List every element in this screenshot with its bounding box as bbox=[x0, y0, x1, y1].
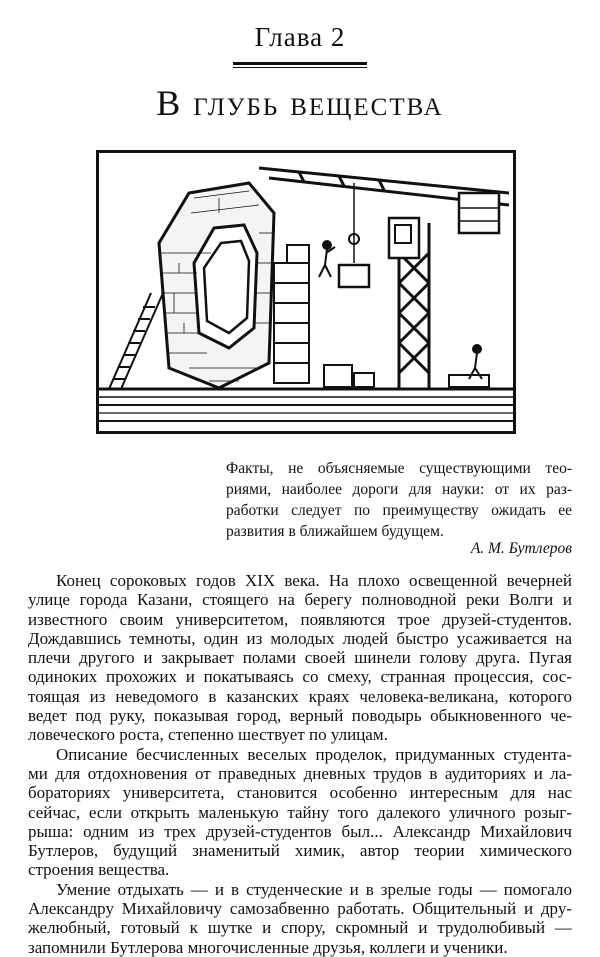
epigraph bbox=[226, 458, 572, 542]
epigraph-line: риями, наиболее дороги для науки: от их раз- bbox=[226, 481, 572, 498]
paragraph bbox=[28, 571, 572, 745]
text-line: бораториях университета, становится особенно интересным для нас bbox=[28, 783, 572, 803]
text-line: строения вещества. bbox=[28, 860, 170, 880]
epigraph-author: А. М. Бутлеров bbox=[470, 540, 572, 557]
text-line: рыша: одним из трех друзей-студентов был... Александр Михайлович bbox=[28, 821, 572, 841]
text-line: сейчас, если открыть маленькую тайну того далекого уличного розыг- bbox=[28, 802, 572, 822]
text-line: желюбный, готовый к шутке и спору, скромный и трудолюбивый — bbox=[28, 918, 572, 938]
text-line: Бутлеров, будущий знаменитый химик, автор теории химического bbox=[28, 841, 572, 861]
molecule-construction-crane-icon bbox=[99, 153, 513, 431]
paragraph bbox=[28, 745, 572, 880]
text-line: Описание бесчисленных веселых проделок, придуманных студента- bbox=[56, 744, 572, 764]
title-rule bbox=[233, 62, 367, 68]
text-line: Умение отдыхать — и в студенческие и в зрелые годы — помогало bbox=[56, 879, 572, 899]
text-line: ми для отдохновения от праведных дневных трудов в аудиториях и ла- bbox=[28, 763, 572, 783]
text-line: улице города Казани, стоящего на берегу полноводной реки Волги и bbox=[28, 590, 572, 610]
epigraph-line: Факты, не объясняемые существующими тео- bbox=[226, 460, 572, 477]
epigraph-line: работки следует по преимуществу ожидать ее bbox=[226, 502, 572, 519]
text-line: Дождавшись темноты, один из молодых людей быстро усаживается на bbox=[28, 628, 572, 648]
text-line: тоящая из неведомого в казанских краях человека-великана, которого bbox=[28, 686, 572, 706]
text-line: одиноких прохожих и покатываясь со смеху, странная процессия, сос- bbox=[28, 667, 572, 687]
body-text bbox=[28, 571, 572, 957]
text-line: известного своим университетом, появляются трое друзей-студентов. bbox=[28, 609, 572, 629]
chapter-title: В глубь вещества bbox=[156, 83, 444, 123]
chapter-label: Глава 2 bbox=[254, 22, 346, 52]
text-line: плечи другого и закрывает полами своей шинели голову друга. Пугая bbox=[28, 648, 572, 668]
text-line: Александру Михайловичу самозабвенно работать. Общительный и дру- bbox=[28, 899, 572, 919]
text-line: ведет под руку, показывая город, верный поводырь обыкновенного че- bbox=[28, 706, 572, 726]
text-line: Конец сороковых годов XIX века. На плохо освещенной вечерней bbox=[56, 571, 572, 590]
chapter-illustration bbox=[96, 150, 516, 434]
epigraph-line: развития в ближайшем будущем. bbox=[226, 523, 444, 540]
text-line: запомнили Бутлерова многочисленные друзья, коллеги и ученики. bbox=[28, 937, 508, 957]
paragraph bbox=[28, 880, 572, 957]
text-line: ловеческого роста, степенно шествует по улицам. bbox=[28, 725, 388, 745]
